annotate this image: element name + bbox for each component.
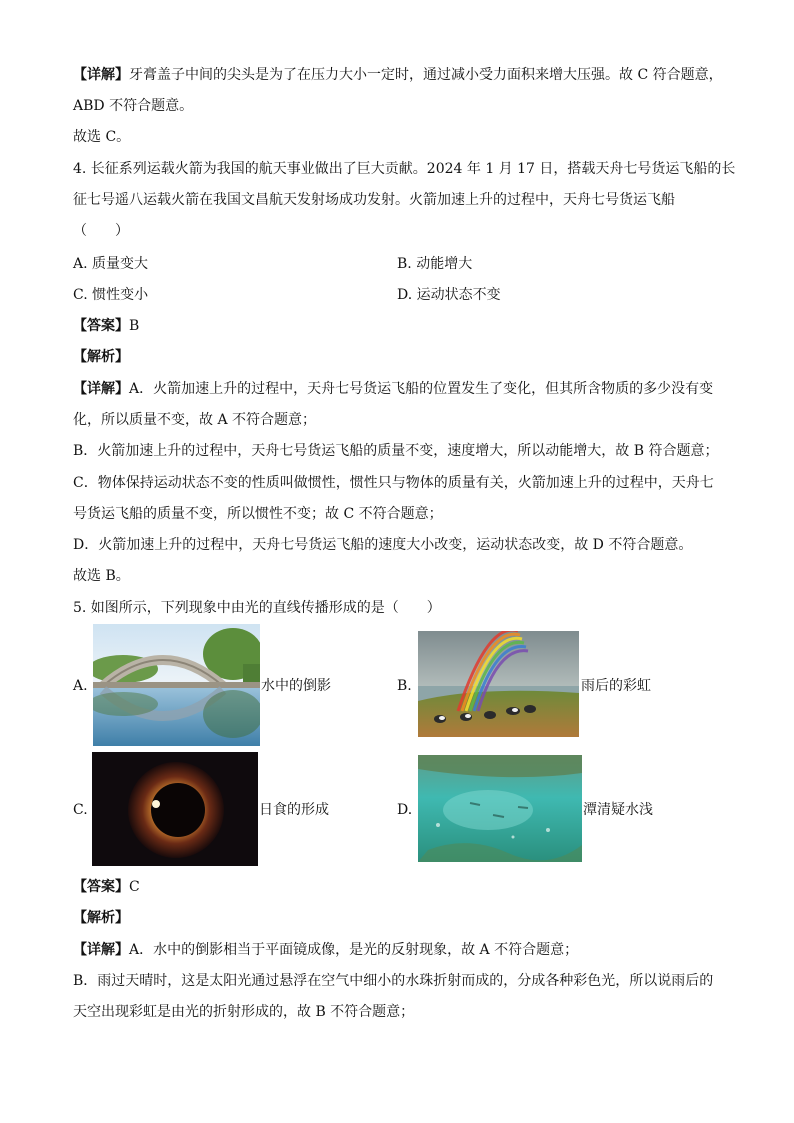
answer-tag: 【答案】 xyxy=(73,318,129,334)
q4-detail-b: B．火箭加速上升的过程中，天舟七号货运飞船的质量不变，速度增大，所以动能增大，故 B 符合题意； xyxy=(73,443,719,459)
q4-detail-c-line-1: C．物体保持运动状态不变的性质叫做惯性，惯性只与物体的质量有关，火箭加速上升的过程中，天舟七 xyxy=(73,475,714,491)
clear-pool-image xyxy=(418,755,582,862)
q5-option-c-letter: C. xyxy=(73,802,88,818)
q5-option-d-caption: 潭清疑水浅 xyxy=(583,802,653,818)
q4-answer-blank: （ ） xyxy=(73,223,129,239)
detail-tag: 【详解】 xyxy=(73,67,129,83)
prev-conclusion: 故选 C。 xyxy=(73,129,131,145)
rainbow-image xyxy=(418,631,579,737)
q4-analysis-tag: 【解析】 xyxy=(73,349,129,365)
q4-stem-line-1: 4. 长征系列运载火箭为我国的航天事业做出了巨大贡献。2024 年 1 月 17 日，搭载天舟七号货运飞船的长 xyxy=(73,161,736,177)
bridge-reflection-image xyxy=(93,624,260,746)
q5-detail-b-line-2: 天空出现彩虹是由光的折射形成的，故 B 不符合题意； xyxy=(73,1004,415,1020)
q5-answer: 【答案】C xyxy=(73,879,140,895)
q5-option-b-caption: 雨后的彩虹 xyxy=(581,678,651,694)
q4-option-c: C. 惯性变小 xyxy=(73,287,149,303)
q4-option-b: B. 动能增大 xyxy=(397,256,473,272)
q5-stem: 5. 如图所示，下列现象中由光的直线传播形成的是（ ） xyxy=(73,600,441,616)
q5-option-c-caption: 日食的形成 xyxy=(259,802,329,818)
q5-option-d-letter: D. xyxy=(397,802,413,818)
solar-eclipse-image xyxy=(92,752,258,866)
q4-detail-a-line-1: 【详解】A．火箭加速上升的过程中，天舟七号货运飞船的位置发生了变化，但其所含物质的多少没有变 xyxy=(73,381,714,397)
q5-analysis-tag: 【解析】 xyxy=(73,910,129,926)
q4-detail-d: D．火箭加速上升的过程中，天舟七号货运飞船的速度大小改变，运动状态改变，故 D 不符合题意。 xyxy=(73,537,693,553)
q5-detail-a: 【详解】A．水中的倒影相当于平面镜成像，是光的反射现象，故 A 不符合题意； xyxy=(73,942,579,958)
q4-option-d: D. 运动状态不变 xyxy=(397,287,501,303)
detail-tag: 【详解】 xyxy=(73,381,129,397)
q5-option-a-caption: 水中的倒影 xyxy=(261,678,331,694)
detail-tag: 【详解】 xyxy=(73,942,129,958)
q5-option-a-letter: A. xyxy=(73,678,88,694)
q4-option-a: A. 质量变大 xyxy=(73,256,149,272)
q4-detail-a-line-2: 化，所以质量不变，故 A 不符合题意； xyxy=(73,412,317,428)
q5-detail-b-line-1: B．雨过天晴时，这是太阳光通过悬浮在空气中细小的水珠折射而成的，分成各种彩色光，所以说雨后的 xyxy=(73,973,714,989)
prev-detail-line-2: ABD 不符合题意。 xyxy=(73,98,194,114)
answer-tag: 【答案】 xyxy=(73,879,129,895)
q4-conclusion: 故选 B。 xyxy=(73,568,130,584)
q4-detail-c-line-2: 号货运飞船的质量不变，所以惯性不变；故 C 不符合题意； xyxy=(73,506,443,522)
prev-detail-line-1: 【详解】牙膏盖子中间的尖头是为了在压力大小一定时，通过减小受力面积来增大压强。故 C 符合题意， xyxy=(73,67,723,83)
q5-option-b-letter: B. xyxy=(397,678,412,694)
q4-stem-line-2: 征七号遥八运载火箭在我国文昌航天发射场成功发射。火箭加速上升的过程中，天舟七号货运飞船 xyxy=(73,192,675,208)
q4-answer: 【答案】B xyxy=(73,318,140,334)
